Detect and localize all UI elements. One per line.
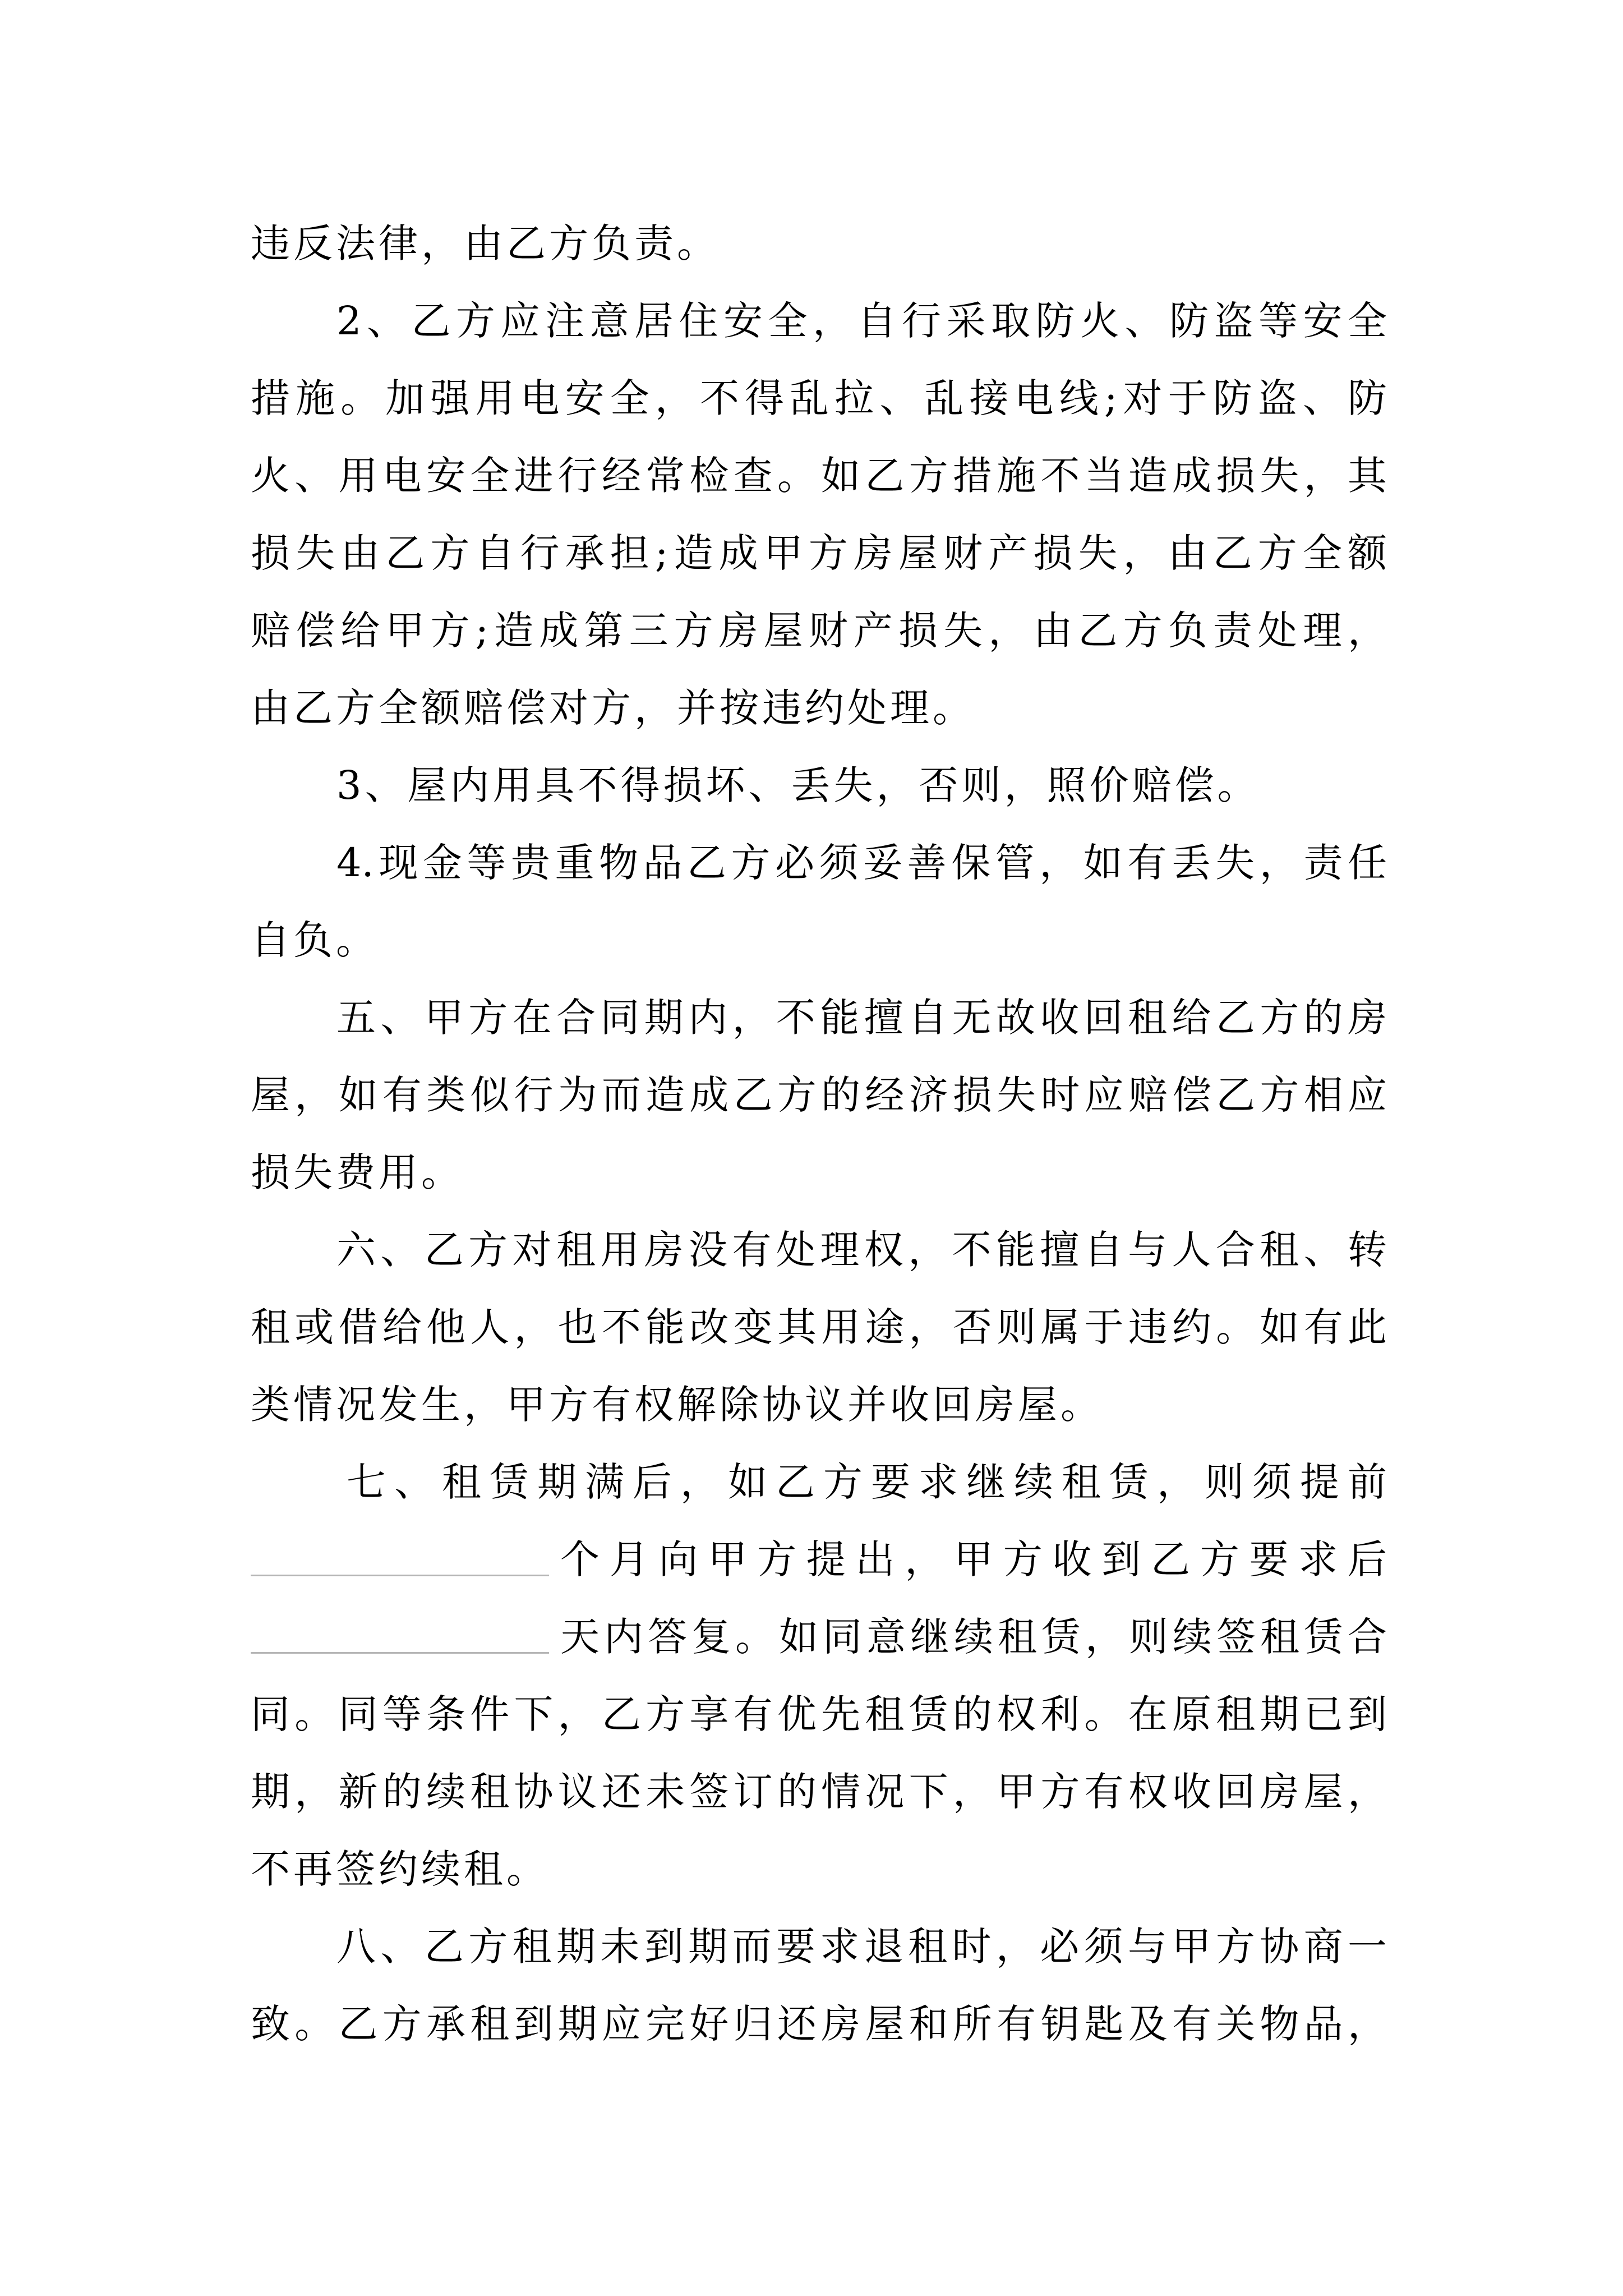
document-page <box>251 205 1387 2063</box>
text-line: 火、用电安全进行经常检查。如乙方措施不当造成损失，其 <box>251 453 1387 499</box>
paragraph <box>251 979 1387 1211</box>
text-line: 五、甲方在合同期内，不能擅自无故收回租给乙方的房 <box>336 995 1387 1041</box>
text-line: 同。同等条件下，乙方享有优先租赁的权利。在原租期已到 <box>251 1691 1387 1737</box>
text-line: 3、屋内用具不得损坏、丢失，否则，照价赔偿。 <box>336 762 1260 808</box>
text-line <box>251 1598 1387 1676</box>
text-after-blank: 个月向甲方提出，甲方收到乙方要求后 <box>560 1536 1387 1582</box>
fill-in-blank <box>251 1598 549 1654</box>
paragraph <box>251 1443 1387 1908</box>
paragraph <box>251 1908 1387 2063</box>
text-line: 自负。 <box>251 917 379 963</box>
text-line: 七、租赁期满后，如乙方要求继续租赁，则须提前 <box>347 1459 1387 1505</box>
fill-in-blank <box>251 1521 549 1576</box>
text-line: 八、乙方租期未到期而要求退租时，必须与甲方协商一 <box>336 1924 1387 1970</box>
text-line: 致。乙方承租到期应完好归还房屋和所有钥匙及有关物品， <box>251 2001 1387 2047</box>
text-line: 赔偿给甲方;造成第三方房屋财产损失，由乙方负责处理， <box>251 608 1387 654</box>
text-line: 4.现金等贵重物品乙方必须妥善保管，如有丢失，责任 <box>336 840 1387 886</box>
paragraph <box>251 282 1387 747</box>
paragraph <box>251 747 1387 824</box>
text-line: 租或借给他人，也不能改变其用途，否则属于违约。如有此 <box>251 1304 1387 1350</box>
text-line: 类情况发生，甲方有权解除协议并收回房屋。 <box>251 1382 1103 1428</box>
text-line: 措施。加强用电安全，不得乱拉、乱接电线;对于防盗、防 <box>251 375 1387 421</box>
text-after-blank: 天内答复。如同意继续租赁，则续签租赁合 <box>560 1614 1387 1660</box>
text-line: 违反法律，由乙方负责。 <box>251 220 720 266</box>
text-line: 不再签约续租。 <box>251 1846 549 1892</box>
text-line: 2、乙方应注意居住安全，自行采取防火、防盗等安全 <box>336 298 1387 344</box>
text-line: 期，新的续租协议还未签订的情况下，甲方有权收回房屋， <box>251 1769 1387 1815</box>
text-line: 由乙方全额赔偿对方，并按违约处理。 <box>251 685 975 731</box>
paragraph <box>251 1211 1387 1443</box>
text-line: 六、乙方对租用房没有处理权，不能擅自与人合租、转 <box>336 1227 1387 1273</box>
text-line <box>251 1521 1387 1598</box>
paragraph <box>251 824 1387 979</box>
paragraph <box>251 205 1387 282</box>
text-line: 屋，如有类似行为而造成乙方的经济损失时应赔偿乙方相应 <box>251 1072 1387 1118</box>
text-line: 损失由乙方自行承担;造成甲方房屋财产损失，由乙方全额 <box>251 530 1387 576</box>
text-line: 损失费用。 <box>251 1149 464 1195</box>
